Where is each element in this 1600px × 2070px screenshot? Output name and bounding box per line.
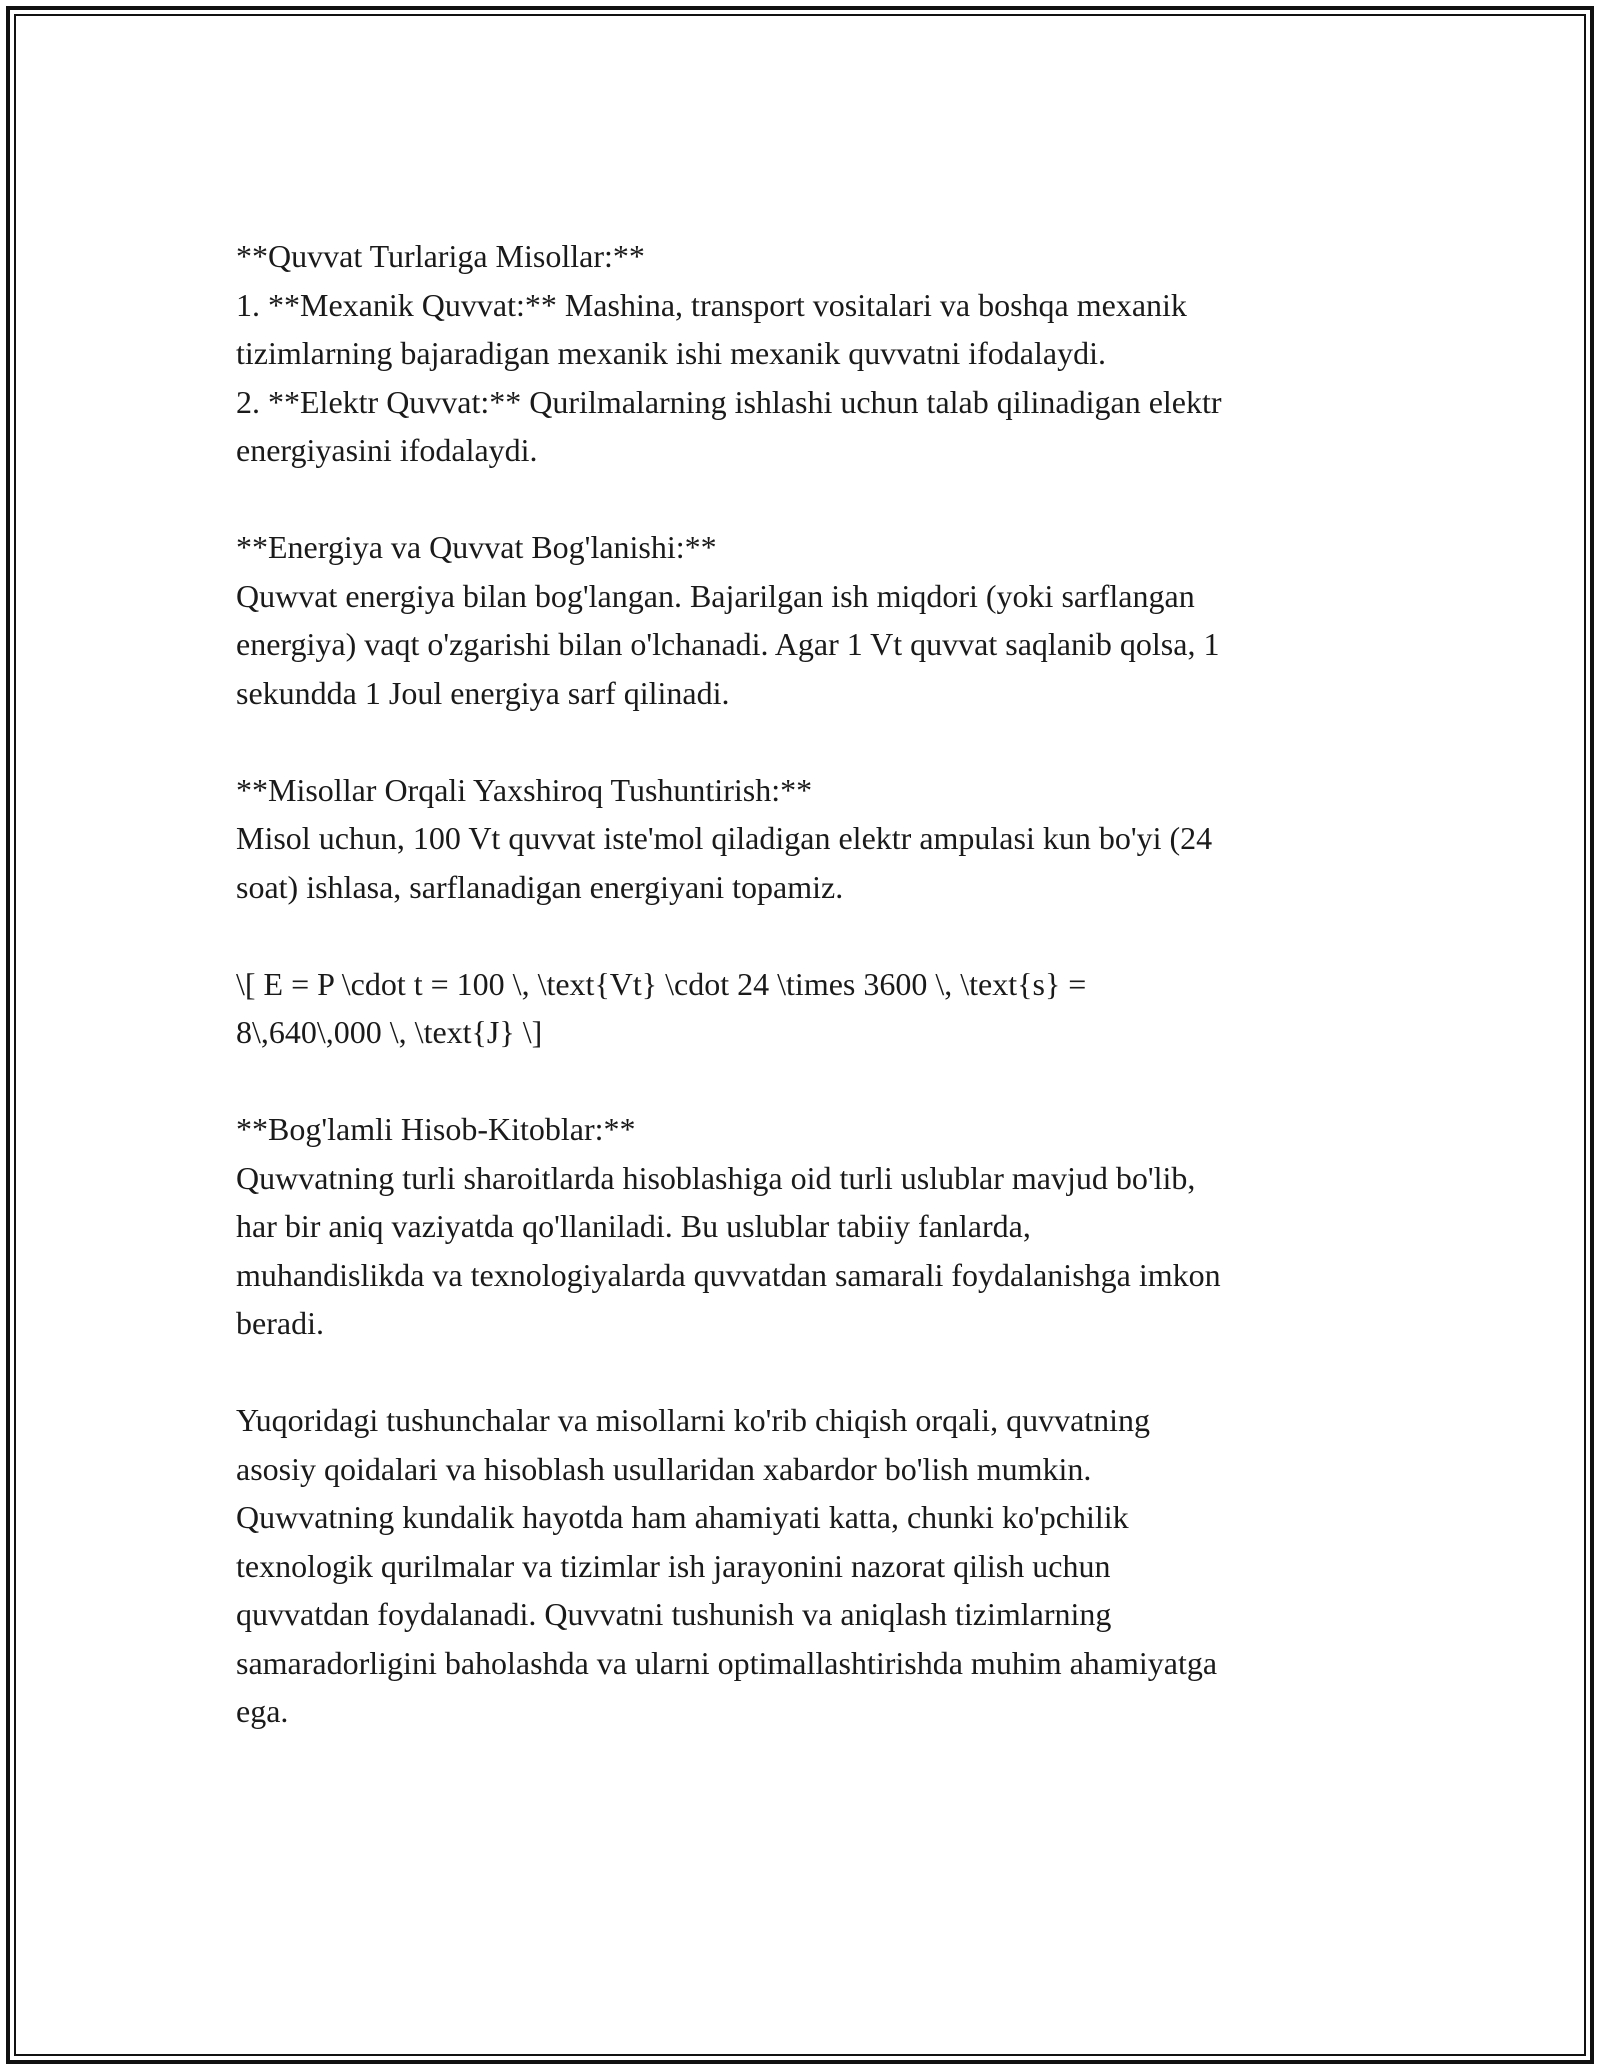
paragraph-gap (236, 717, 1376, 766)
paragraph-line: tizimlarning bajaradigan mexanik ishi mexanik quvvatni ifodalaydi. (236, 335, 1106, 371)
formula-line: 8\,640\,000 \, \text{J} \] (236, 1014, 543, 1050)
paragraph-line: samaradorligini baholashda va ularni optimallashtirishda muhim ahamiyatga (236, 1644, 1218, 1681)
paragraph-line: Yuqoridagi tushunchalar va misollarni ko'rib chiqish orqali, quvvatning (236, 1402, 1151, 1438)
document-body (236, 232, 1376, 1736)
section-heading: **Energiya va Quvvat Bog'lanishi:** (236, 529, 717, 565)
paragraph-gap (236, 1348, 1376, 1397)
section-heading: **Misollar Orqali Yaxshiroq Tushuntirish:** (236, 771, 813, 808)
paragraph-line: har bir aniq vaziyatda qo'llaniladi. Bu uslublar tabiiy fanlarda, (236, 1208, 1031, 1244)
paragraph-line: 2. **Elektr Quvvat:** Qurilmalarning ishlashi uchun talab qilinadigan elektr (236, 383, 1222, 420)
paragraph-gap (236, 1057, 1376, 1106)
paragraph-gap (236, 475, 1376, 524)
paragraph-line: Quwvatning turli sharoitlarda hisoblashiga oid turli uslublar mavjud bo'lib, (236, 1159, 1196, 1196)
formula-line: \[ E = P \cdot t = 100 \, \text{Vt} \cdot 24 \times 3600 \, \text{s} = (236, 965, 1087, 1002)
paragraph-line: texnologik qurilmalar va tizimlar ish jarayonini nazorat qilish uchun (236, 1547, 1111, 1584)
paragraph-line: beradi. (236, 1305, 324, 1341)
paragraph-line: ega. (236, 1693, 289, 1729)
paragraph-line: sekundda 1 Joul energiya sarf qilinadi. (236, 674, 730, 711)
paragraph-line: Quwvat energiya bilan bog'langan. Bajarilgan ish miqdori (yoki sarflangan (236, 577, 1195, 614)
section-heading: **Bog'lamli Hisob-Kitoblar:** (236, 1111, 636, 1147)
paragraph-line: energiya) vaqt o'zgarishi bilan o'lchanadi. Agar 1 Vt quvvat saqlanib qolsa, 1 (236, 626, 1220, 662)
paragraph-line: Misol uchun, 100 Vt quvvat iste'mol qiladigan elektr ampulasi kun bo'yi (24 (236, 820, 1213, 856)
paragraph-line: energiyasini ifodalaydi. (236, 432, 538, 468)
paragraph-line: Quwvatning kundalik hayotda ham ahamiyati katta, chunki ko'pchilik (236, 1499, 1129, 1535)
paragraph-line: 1. **Mexanik Quvvat:** Mashina, transport vositalari va boshqa mexanik (236, 286, 1187, 323)
paragraph-line: asosiy qoidalari va hisoblash usullaridan xabardor bo'lish mumkin. (236, 1450, 1092, 1487)
paragraph-line: soat) ishlasa, sarflanadigan energiyani topamiz. (236, 868, 844, 905)
paragraph-line: quvvatdan foydalanadi. Quvvatni tushunish va aniqlash tizimlarning (236, 1596, 1112, 1632)
paragraph-gap (236, 911, 1376, 960)
paragraph-line: muhandislikda va texnologiyalarda quvvatdan samarali foydalanishga imkon (236, 1256, 1221, 1293)
section-heading: **Quvvat Turlariga Misollar:** (236, 238, 645, 274)
